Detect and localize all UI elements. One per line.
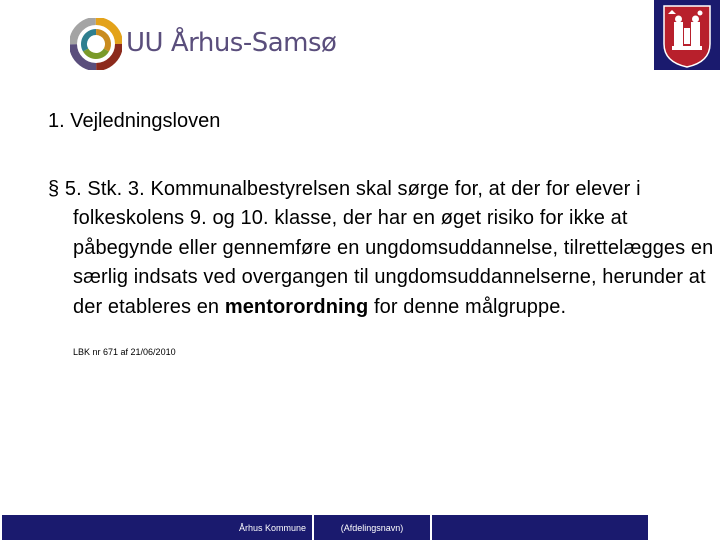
footer-extra	[432, 515, 648, 540]
logo-circle-icon	[70, 18, 122, 70]
paragraph-text-end: for denne målgruppe.	[368, 295, 567, 318]
uu-aarhus-samsoe-logo	[70, 18, 337, 70]
paragraph-text: § 5. Stk. 3. Kommunalbestyrelsen skal sørge for, at der for elever i folkeskolens 9. og 10. klasse, der har en øget risiko for ikke at påbegynde eller gennemføre en ungdomsuddannelse, tilrettelægges en særlig indsats ved overgangen til ungdomsuddannelserne, herunder at der etableres en	[48, 178, 714, 318]
footer-department: (Afdelingsnavn)	[314, 515, 430, 540]
footer-bar	[0, 515, 720, 540]
logo-text: UU Århus-Samsø	[126, 28, 337, 58]
aarhus-crest-icon	[654, 0, 720, 70]
law-paragraph	[48, 175, 720, 322]
paragraph-emphasis: mentorordning	[224, 295, 369, 318]
footer-organization: Århus Kommune	[2, 515, 312, 540]
section-heading: 1. Vejledningsloven	[48, 110, 221, 132]
law-reference: LBK nr 671 af 21/06/2010	[73, 347, 176, 357]
